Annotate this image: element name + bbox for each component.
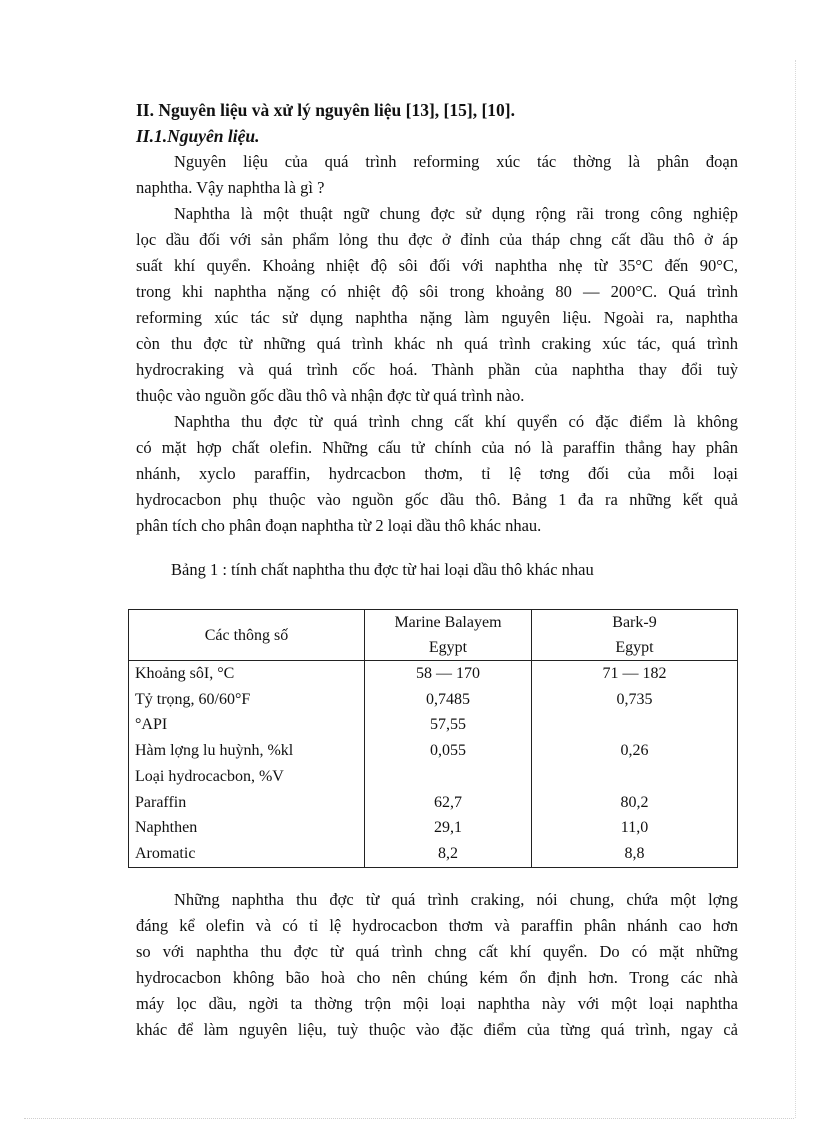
- paragraph-line: có mặt hợp chất olefin. Những cấu tử chính của nó là paraffin thẳng hay phân: [136, 438, 738, 457]
- table-row: [129, 815, 738, 841]
- paragraph-line: thuộc vào nguồn gốc dầu thô và nhận đợc từ quá trình nào.: [136, 386, 525, 405]
- cell-param: Aromatic: [129, 841, 365, 867]
- cell-param: Tỷ trọng, 60/60°F: [129, 687, 365, 713]
- paragraph-line: hydrocacbon phụ thuộc vào nguồn gốc dầu thô. Bảng 1 đa ra những kết quả: [136, 490, 738, 509]
- cell-value: 29,1: [365, 815, 532, 841]
- cell-param: Paraffin: [129, 790, 365, 816]
- cell-value: 57,55: [365, 712, 532, 738]
- cell-param: Naphthen: [129, 815, 365, 841]
- paragraph-line: phân tích cho phân đoạn naphtha từ 2 loại dầu thô khác nhau.: [136, 516, 542, 535]
- cell-param: Hàm lợng lu huỳnh, %kl: [129, 738, 365, 764]
- table-row: [129, 687, 738, 713]
- cell-value: 58 — 170: [365, 661, 532, 687]
- naphtha-properties-table: [128, 609, 738, 868]
- table-row: [129, 764, 738, 790]
- cell-value: [532, 764, 738, 790]
- cell-value: [532, 712, 738, 738]
- paragraph-line: nhánh, xyclo paraffin, hydrcacbon thơm, tỉ lệ tơng đối của mỗi loại: [136, 464, 738, 483]
- paragraph-line: máy lọc dầu, ngời ta thờng trộn mội loại naphtha này với một loại naphtha: [136, 994, 738, 1013]
- paragraph-line: suất khí quyển. Khoảng nhiệt độ sôi đối với naphtha nhẹ từ 35°C đến 90°C,: [136, 256, 738, 275]
- cell-value: 8,8: [532, 841, 738, 867]
- paragraph-line: khác để làm nguyên liệu, tuỳ thuộc vào đặc điểm của từng quá trình, ngay cả: [136, 1020, 738, 1039]
- page-bottom-divider: [24, 1118, 794, 1119]
- paragraph-line: so với naphtha thu đợc từ quá trình chng cất khí quyển. Do có mặt những: [136, 942, 738, 961]
- table-row: [129, 661, 738, 687]
- cell-value: 0,735: [532, 687, 738, 713]
- table-row: [129, 841, 738, 867]
- paragraph-line: lọc dầu đối với sản phẩm lỏng thu đợc ở đỉnh của tháp chng cất dầu thô ở áp: [136, 230, 738, 249]
- paragraph-line: trong khi naphtha nặng có nhiệt độ sôi trong khoảng 80 — 200°C. Quá trình: [136, 282, 738, 301]
- paragraph-line: đáng kể olefin và có tỉ lệ hydrocacbon thơm và paraffin phân nhánh cao hơn: [136, 916, 738, 935]
- paragraph-line: Naphtha thu đợc từ quá trình chng cất khí quyển có đặc điểm là không: [174, 412, 738, 431]
- paragraph-line: còn thu đợc từ những quá trình khác nh quá trình craking xúc tác, quá trình: [136, 334, 738, 353]
- header-col1-name: Marine Balayem: [394, 614, 502, 631]
- cell-value: 0,7485: [365, 687, 532, 713]
- section-heading: II. Nguyên liệu và xử lý nguyên liệu [13], [15], [10].: [136, 100, 515, 120]
- table-row: [129, 738, 738, 764]
- cell-param: Loại hydrocacbon, %V: [129, 764, 365, 790]
- header-marine-balayem: [365, 610, 532, 661]
- paragraph-line: Nguyên liệu của quá trình reforming xúc tác thờng là phân đoạn: [174, 152, 738, 171]
- paragraph-line: naphtha. Vậy naphtha là gì ?: [136, 178, 325, 197]
- cell-value: 11,0: [532, 815, 738, 841]
- paragraph-line: hydrocraking và quá trình cốc hoá. Thành phần của naphtha thay đổi tuỳ: [136, 360, 738, 379]
- cell-param: Khoảng sôI, °C: [129, 661, 365, 687]
- cell-value: 0,26: [532, 738, 738, 764]
- subsection-heading: II.1.Nguyên liệu.: [136, 126, 260, 146]
- table-row: [129, 790, 738, 816]
- cell-value: 8,2: [365, 841, 532, 867]
- paragraph-line: reforming xúc tác sử dụng naphtha nặng làm nguyên liệu. Ngoài ra, naphtha: [136, 308, 738, 327]
- cell-value: 71 — 182: [532, 661, 738, 687]
- cell-value: 0,055: [365, 738, 532, 764]
- page-edge-divider: [795, 60, 796, 1118]
- header-col1-origin: Egypt: [428, 639, 468, 656]
- header-col2-origin: Egypt: [615, 639, 654, 656]
- header-param: Các thông số: [129, 610, 365, 661]
- table-row: [129, 712, 738, 738]
- table-caption: Bảng 1 : tính chất naphtha thu đợc từ hai loại dầu thô khác nhau: [171, 560, 594, 579]
- cell-value: [365, 764, 532, 790]
- paragraph-line: Những naphtha thu đợc từ quá trình craking, nói chung, chứa một lợng: [174, 890, 738, 909]
- paragraph-line: Naphtha là một thuật ngữ chung đợc sử dụng rộng rãi trong công nghiệp: [174, 204, 738, 223]
- cell-value: 62,7: [365, 790, 532, 816]
- header-bark-9: [532, 610, 738, 661]
- cell-value: 80,2: [532, 790, 738, 816]
- header-col2-name: Bark-9: [612, 614, 657, 631]
- table-header-row: [129, 610, 738, 661]
- paragraph-line: hydrocacbon không bão hoà cho nên chúng kém ổn định hơn. Trong các nhà: [136, 968, 738, 987]
- cell-param: °API: [129, 712, 365, 738]
